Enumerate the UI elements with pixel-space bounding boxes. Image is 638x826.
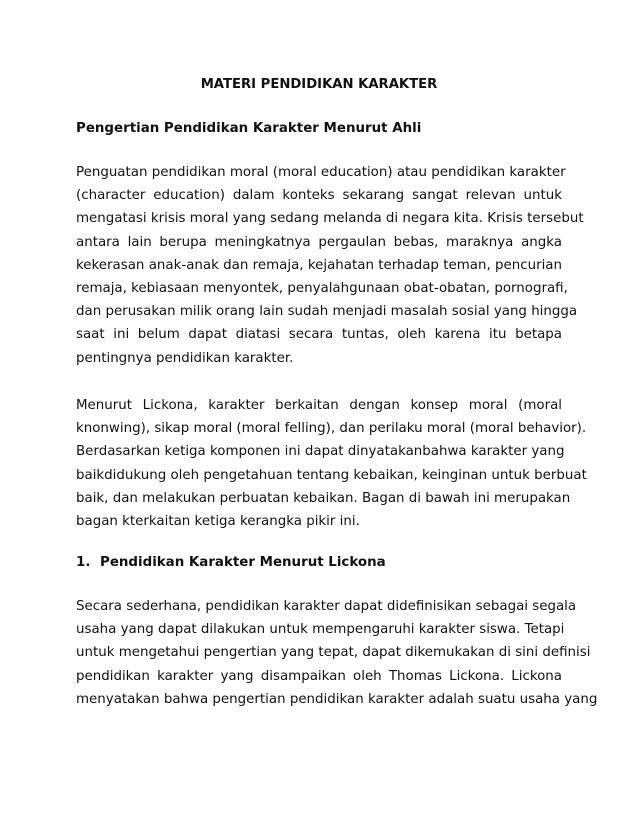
paragraph-penguatan xyxy=(76,161,584,370)
paragraph-line: mengatasi krisis moral yang sedang melanda di negara kita. Krisis tersebut xyxy=(76,211,584,227)
paragraph-line: kekerasan anak-anak dan remaja, kejahatan terhadap teman, pencurian xyxy=(76,257,562,273)
paragraph-line: dan perusakan milik orang lain sudah menjadi masalah sosial yang hingga xyxy=(76,304,578,320)
paragraph-line: pentingnya pendidikan karakter. xyxy=(76,350,294,366)
paragraph-line: baik, dan melakukan perbuatan kebaikan. Bagan di bawah ini merupakan xyxy=(76,490,571,506)
section-heading-lickona xyxy=(76,555,386,570)
paragraph-line: baikdidukung oleh pengetahuan tentang kebaikan, keinginan untuk berbuat xyxy=(76,467,587,483)
section-number: 1. xyxy=(76,555,91,570)
section-heading-text: Pendidikan Karakter Menurut Lickona xyxy=(100,555,386,570)
paragraph-line: Berdasarkan ketiga komponen ini dapat dinyatakanbahwa karakter yang xyxy=(76,444,565,460)
paragraph-line: antara lain berupa meningkatnya pergaulan bebas, maraknya angka xyxy=(76,234,562,250)
paragraph-line: Penguatan pendidikan moral (moral education) atau pendidikan karakter xyxy=(76,165,566,180)
paragraph-line: bagan kterkaitan ketiga kerangka pikir ini. xyxy=(76,513,360,529)
paragraph-line: Secara sederhana, pendidikan karakter dapat didefinisikan sebagai segala xyxy=(76,599,577,614)
document-title: MATERI PENDIDIKAN KARAKTER xyxy=(200,77,438,92)
paragraph-line: pendidikan karakter yang disampaikan oleh Thomas Lickona. Lickona xyxy=(76,668,562,684)
paragraph-line: saat ini belum dapat diatasi secara tuntas, oleh karena itu betapa xyxy=(76,327,562,343)
paragraph-secara-sederhana xyxy=(76,595,598,711)
paragraph-line: usaha yang dapat dilakukan untuk mempengaruhi karakter siswa. Tetapi xyxy=(76,622,565,638)
paragraph-line: menyatakan bahwa pengertian pendidikan karakter adalah suatu usaha yang xyxy=(76,691,598,707)
paragraph-line: (character education) dalam konteks sekarang sangat relevan untuk xyxy=(76,188,562,204)
paragraph-line: knonwing), sikap moral (moral felling), dan perilaku moral (moral behavior). xyxy=(76,421,587,437)
paragraph-line: remaja, kebiasaan menyontek, penyalahgunaan obat-obatan, pornografi, xyxy=(76,280,568,296)
paragraph-line: Menurut Lickona, karakter berkaitan dengan konsep moral (moral xyxy=(76,398,562,413)
paragraph-menurut-lickona xyxy=(76,394,587,533)
section-heading-pengertian: Pengertian Pendidikan Karakter Menurut Ahli xyxy=(76,121,422,136)
paragraph-line: untuk mengetahui pengertian yang tepat, dapat dikemukakan di sini definisi xyxy=(76,645,591,661)
